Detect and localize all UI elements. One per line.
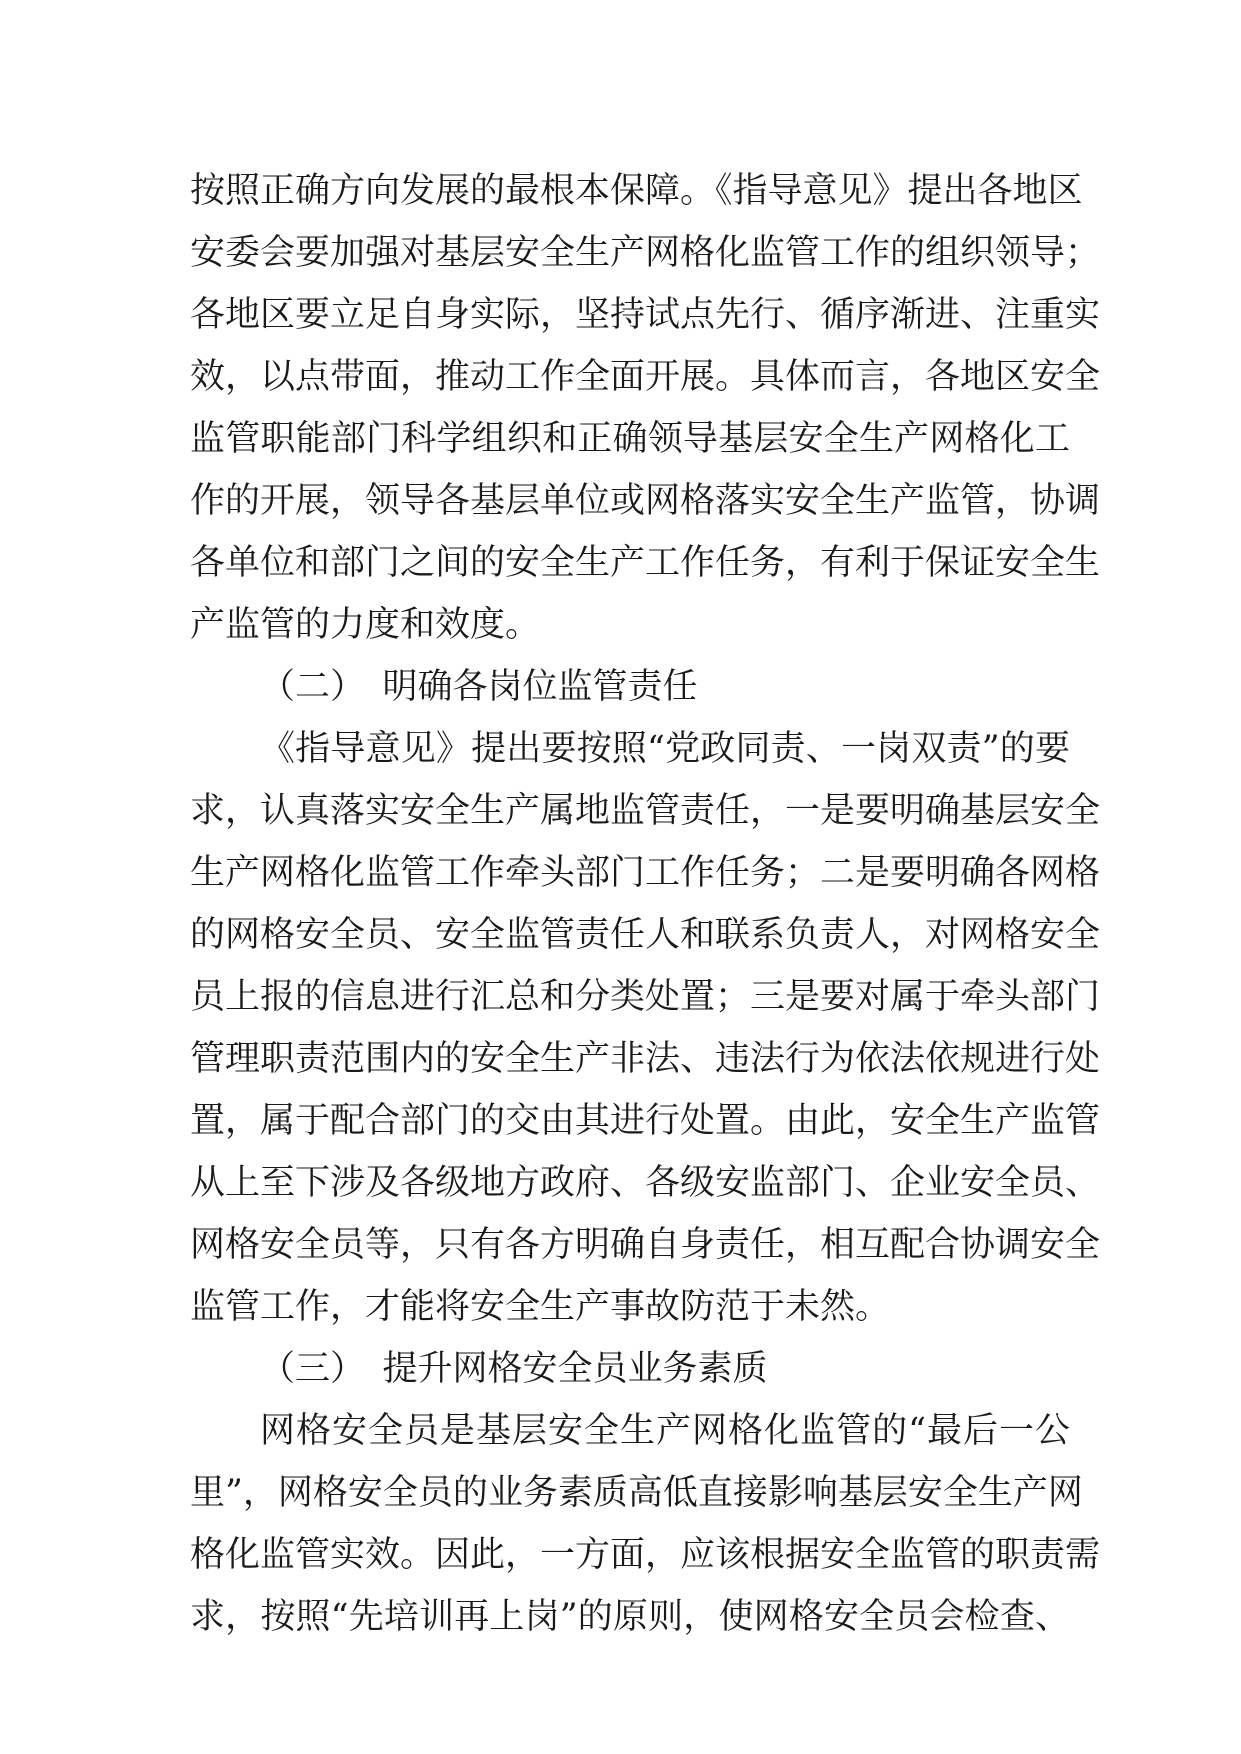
text-line: 《指导意见》提出要按照“党政同责、一岗双责”的要 xyxy=(260,729,1070,769)
text-line: 监管职能部门科学组织和正确领导基层安全生产网格化工 xyxy=(190,419,1070,459)
text-line: 从上至下涉及各级地方政府、各级安监部门、企业安全员、 xyxy=(190,1163,1101,1203)
text-line: 管理职责范围内的安全生产非法、违法行为依法依规进行处 xyxy=(190,1039,1101,1079)
section-heading-2: （二） 明确各岗位监管责任 xyxy=(260,667,698,707)
text-line: 求，按照“先培训再上岗”的原则，使网格安全员会检查、 xyxy=(190,1597,1070,1637)
text-line: 格化监管实效。因此，一方面，应该根据安全监管的职责需 xyxy=(190,1535,1101,1575)
paragraph-2 xyxy=(190,718,1101,1338)
text-line: 安委会要加强对基层安全生产网格化监管工作的组织领导； xyxy=(190,233,1101,273)
text-line: 按照正确方向发展的最根本保障。《指导意见》提出各地区 xyxy=(190,171,1083,211)
text-line: 监管工作，才能将安全生产事故防范于未然。 xyxy=(190,1287,891,1327)
text-line: 生产网格化监管工作牵头部门工作任务；二是要明确各网格 xyxy=(190,853,1101,893)
text-line: 的网格安全员、安全监管责任人和联系负责人，对网格安全 xyxy=(190,915,1101,955)
paragraph-1 xyxy=(190,160,1101,656)
text-line: 里”，网格安全员的业务素质高低直接影响基层安全生产网 xyxy=(190,1473,1083,1513)
text-line: 作的开展，领导各基层单位或网格落实安全生产监管，协调 xyxy=(190,481,1101,521)
document-page xyxy=(190,160,1101,1648)
text-line: 置，属于配合部门的交由其进行处置。由此，安全生产监管 xyxy=(190,1101,1101,1141)
paragraph-3 xyxy=(190,1400,1101,1648)
text-line: 网格安全员是基层安全生产网格化监管的“最后一公 xyxy=(260,1411,1070,1451)
section-heading-3: （三） 提升网格安全员业务素质 xyxy=(260,1349,768,1389)
text-line: 各地区要立足自身实际，坚持试点先行、循序渐进、注重实 xyxy=(190,295,1101,335)
text-line: 各单位和部门之间的安全生产工作任务，有利于保证安全生 xyxy=(190,543,1101,583)
text-line: 网格安全员等，只有各方明确自身责任，相互配合协调安全 xyxy=(190,1225,1101,1265)
text-line: 求，认真落实安全生产属地监管责任，一是要明确基层安全 xyxy=(190,791,1101,831)
text-line: 效，以点带面，推动工作全面开展。具体而言，各地区安全 xyxy=(190,357,1101,397)
text-line: 员上报的信息进行汇总和分类处置；三是要对属于牵头部门 xyxy=(190,977,1101,1017)
text-line: 产监管的力度和效度。 xyxy=(190,605,541,645)
